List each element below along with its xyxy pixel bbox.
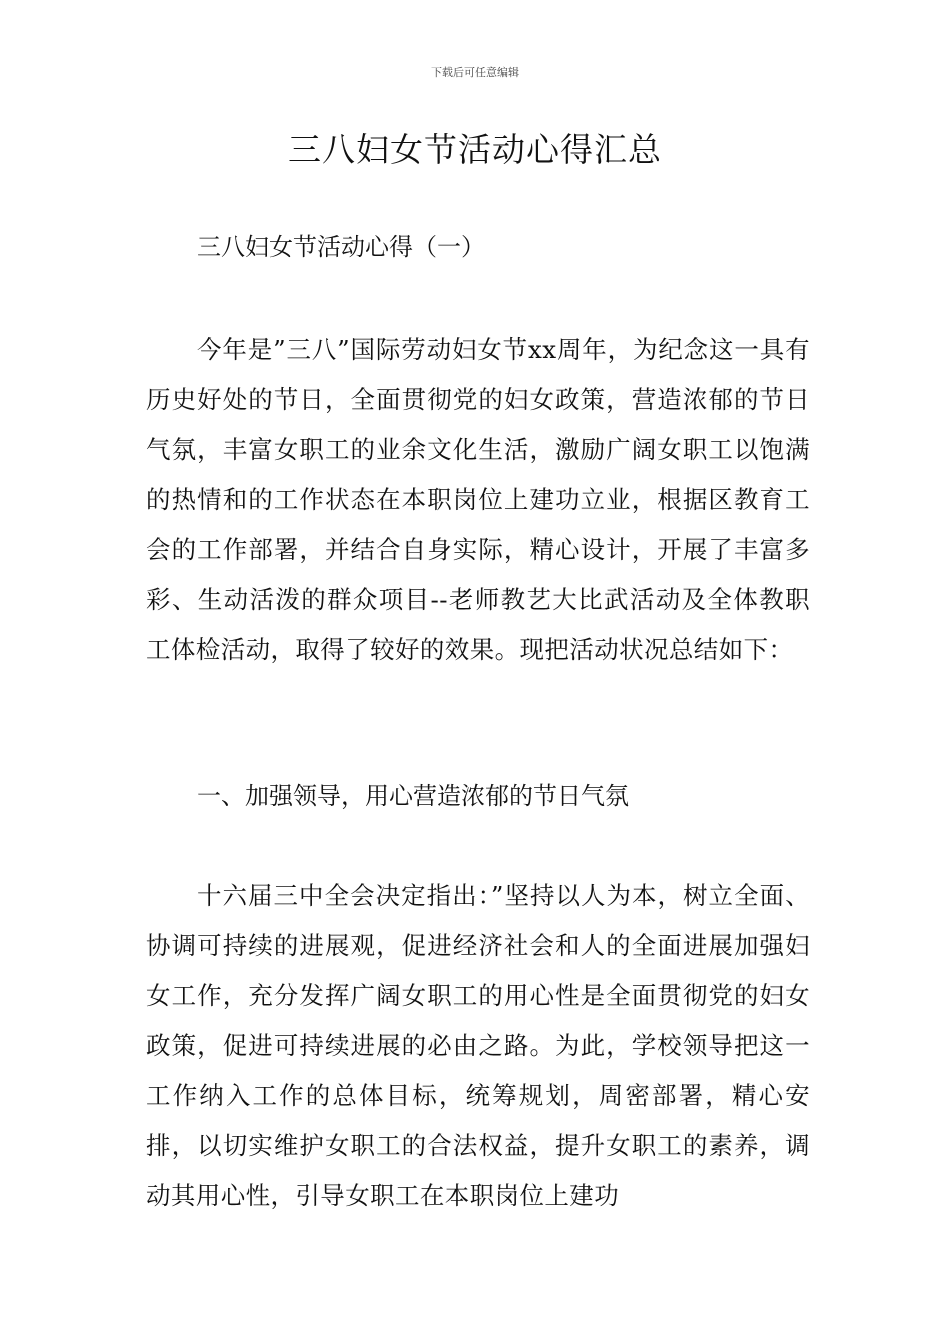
section-heading: 三八妇女节活动心得（一） [197,233,485,261]
body-paragraph-1: 今年是”三八”国际劳动妇女节xx周年，为纪念这一具有历史好处的节日，全面贯彻党的妇女政策，营造浓郁的节日气氛，丰富女职工的业余文化生活，激励广阔女职工以饱满的热情和的工作状态在本职岗位上建功立业，根据区教育工会的工作部署，并结合自身实际，精心设计，开展了丰富多彩、生动活泼的群众项目--老师教艺大比武活动及全体教职工体检活动，取得了较好的效果。现把活动状况总结如下： [146,335,810,664]
body-paragraph-2: 十六届三中全会决定指出：”坚持以人为本，树立全面、协调可持续的进展观，促进经济社会和人的全面进展加强妇女工作，充分发挥广阔女职工的用心性是全面贯彻党的妇女政策，促进可持续进展的必由之路。为此，学校领导把这一工作纳入工作的总体目标，统筹规划，周密部署，精心安排，以切实维护女职工的合法权益，提升女职工的素养，调动其用心性，引导女职工在本职岗位上建功 [146,881,810,1210]
subheading-1: 一、加强领导，用心营造浓郁的节日气氛 [197,782,629,810]
document-title: 三八妇女节活动心得汇总 [288,130,662,169]
header-note: 下载后可任意编辑 [431,66,519,79]
